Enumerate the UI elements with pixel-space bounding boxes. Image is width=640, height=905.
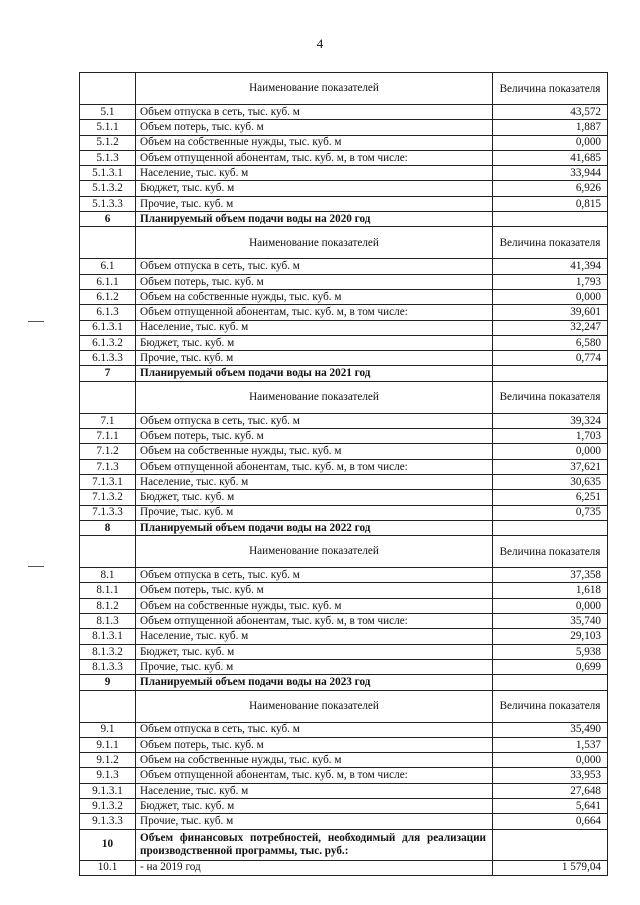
row-number: 7.1 bbox=[80, 413, 136, 428]
row-number: 9.1 bbox=[80, 722, 136, 737]
row-number: 6.1.3 bbox=[80, 305, 136, 320]
row-name: Объем потерь, тыс. куб. м bbox=[136, 120, 493, 135]
row-number: 6.1.3.3 bbox=[80, 351, 136, 366]
row-number: 5.1 bbox=[80, 105, 136, 120]
table-row bbox=[80, 814, 608, 829]
section-title-row bbox=[80, 520, 608, 535]
row-name: Объем отпущенной абонентам, тыс. куб. м, в том числе: bbox=[136, 150, 493, 165]
row-value: 43,572 bbox=[493, 105, 608, 120]
row-number: 8.1.2 bbox=[80, 598, 136, 613]
row-name: Прочие, тыс. куб. м bbox=[136, 351, 493, 366]
table-row bbox=[80, 459, 608, 474]
row-value: 0,000 bbox=[493, 753, 608, 768]
row-number: 9.1.1 bbox=[80, 737, 136, 752]
table-row bbox=[80, 320, 608, 335]
row-name: Объем отпущенной абонентам, тыс. куб. м, в том числе: bbox=[136, 614, 493, 629]
table-row bbox=[80, 351, 608, 366]
table-row bbox=[80, 289, 608, 304]
row-number: 7.1.3.3 bbox=[80, 505, 136, 520]
section-number: 8 bbox=[80, 520, 136, 535]
header-num-cell bbox=[80, 536, 136, 568]
row-name: Прочие, тыс. куб. м bbox=[136, 196, 493, 211]
page-number: 4 bbox=[316, 36, 324, 51]
row-number: 7.1.3 bbox=[80, 459, 136, 474]
table-row bbox=[80, 150, 608, 165]
table-row bbox=[80, 413, 608, 428]
row-number: 9.1.3.3 bbox=[80, 814, 136, 829]
section-title: Планируемый объем подачи воды на 2020 год bbox=[136, 212, 493, 227]
row-number: 8.1.3 bbox=[80, 614, 136, 629]
row-name: Объем отпущенной абонентам, тыс. куб. м, в том числе: bbox=[136, 768, 493, 783]
row-value: 1,793 bbox=[493, 274, 608, 289]
table-row bbox=[80, 305, 608, 320]
row-number: 10.1 bbox=[80, 860, 136, 875]
row-name: Объем на собственные нужды, тыс. куб. м bbox=[136, 289, 493, 304]
row-number: 5.1.2 bbox=[80, 135, 136, 150]
row-number: 6.1.2 bbox=[80, 289, 136, 304]
row-name: Население, тыс. куб. м bbox=[136, 166, 493, 181]
table-row bbox=[80, 753, 608, 768]
row-value: 0,000 bbox=[493, 598, 608, 613]
row-name: Прочие, тыс. куб. м bbox=[136, 814, 493, 829]
table-row bbox=[80, 644, 608, 659]
row-name: Объем отпуска в сеть, тыс. куб. м bbox=[136, 722, 493, 737]
row-name: Объем отпуска в сеть, тыс. куб. м bbox=[136, 568, 493, 583]
row-value: 0,000 bbox=[493, 135, 608, 150]
table-row bbox=[80, 335, 608, 350]
section-title: Планируемый объем подачи воды на 2021 год bbox=[136, 366, 493, 381]
header-value-cell: Величина показателя bbox=[493, 227, 608, 259]
header-name-cell: Наименование показателей bbox=[136, 73, 493, 105]
row-value: 41,685 bbox=[493, 150, 608, 165]
row-number: 6.1.3.1 bbox=[80, 320, 136, 335]
table-row bbox=[80, 614, 608, 629]
row-value: 29,103 bbox=[493, 629, 608, 644]
table-row bbox=[80, 474, 608, 489]
table-row bbox=[80, 568, 608, 583]
row-value: 1,537 bbox=[493, 737, 608, 752]
row-value: 6,251 bbox=[493, 490, 608, 505]
row-number: 6.1.1 bbox=[80, 274, 136, 289]
row-value: 32,247 bbox=[493, 320, 608, 335]
row-number: 7.1.3.1 bbox=[80, 474, 136, 489]
row-value: 5,938 bbox=[493, 644, 608, 659]
table-row bbox=[80, 274, 608, 289]
row-name: Бюджет, тыс. куб. м bbox=[136, 335, 493, 350]
row-number: 9.1.3 bbox=[80, 768, 136, 783]
row-value: 0,000 bbox=[493, 289, 608, 304]
table-row bbox=[80, 105, 608, 120]
row-value: 27,648 bbox=[493, 783, 608, 798]
section-title-row bbox=[80, 675, 608, 690]
header-value-cell: Величина показателя bbox=[493, 381, 608, 413]
table-row bbox=[80, 166, 608, 181]
row-value: 0,699 bbox=[493, 659, 608, 674]
row-value: 39,324 bbox=[493, 413, 608, 428]
header-value-cell: Величина показателя bbox=[493, 536, 608, 568]
row-number: 7.1.2 bbox=[80, 444, 136, 459]
margin-mark bbox=[28, 566, 44, 567]
section-number: 6 bbox=[80, 212, 136, 227]
table-row bbox=[80, 429, 608, 444]
row-value: 35,490 bbox=[493, 722, 608, 737]
row-number: 5.1.3.2 bbox=[80, 181, 136, 196]
header-num-cell bbox=[80, 227, 136, 259]
table-row bbox=[80, 135, 608, 150]
row-name: Население, тыс. куб. м bbox=[136, 629, 493, 644]
table-row bbox=[80, 737, 608, 752]
header-name-cell: Наименование показателей bbox=[136, 536, 493, 568]
table-row bbox=[80, 598, 608, 613]
section-number: 9 bbox=[80, 675, 136, 690]
row-name: Объем потерь, тыс. куб. м bbox=[136, 274, 493, 289]
row-number: 8.1.1 bbox=[80, 583, 136, 598]
row-value: 35,740 bbox=[493, 614, 608, 629]
row-name: Объем отпущенной абонентам, тыс. куб. м, в том числе: bbox=[136, 305, 493, 320]
section-title-row bbox=[80, 366, 608, 381]
row-value: 6,926 bbox=[493, 181, 608, 196]
table-row bbox=[80, 783, 608, 798]
row-name: Объем отпуска в сеть, тыс. куб. м bbox=[136, 259, 493, 274]
table-row bbox=[80, 120, 608, 135]
table-header-row bbox=[80, 73, 608, 105]
row-name: Объем на собственные нужды, тыс. куб. м bbox=[136, 753, 493, 768]
row-number: 9.1.2 bbox=[80, 753, 136, 768]
section-title-row bbox=[80, 829, 608, 860]
section-value-cell bbox=[493, 366, 608, 381]
header-value-cell: Величина показателя bbox=[493, 690, 608, 722]
row-name: Объем на собственные нужды, тыс. куб. м bbox=[136, 598, 493, 613]
row-name: Объем потерь, тыс. куб. м bbox=[136, 583, 493, 598]
row-value: 0,735 bbox=[493, 505, 608, 520]
header-value-cell: Величина показателя bbox=[493, 73, 608, 105]
row-name: Бюджет, тыс. куб. м bbox=[136, 798, 493, 813]
row-value: 39,601 bbox=[493, 305, 608, 320]
table-row bbox=[80, 768, 608, 783]
row-name: Объем потерь, тыс. куб. м bbox=[136, 737, 493, 752]
row-value: 6,580 bbox=[493, 335, 608, 350]
table-row bbox=[80, 629, 608, 644]
table-header-row bbox=[80, 227, 608, 259]
row-value: 0,000 bbox=[493, 444, 608, 459]
row-value: 1,703 bbox=[493, 429, 608, 444]
row-name: Объем потерь, тыс. куб. м bbox=[136, 429, 493, 444]
table-row bbox=[80, 490, 608, 505]
row-number: 8.1 bbox=[80, 568, 136, 583]
header-name-cell: Наименование показателей bbox=[136, 381, 493, 413]
row-value: 37,358 bbox=[493, 568, 608, 583]
row-name: Население, тыс. куб. м bbox=[136, 474, 493, 489]
section-value-cell bbox=[493, 675, 608, 690]
row-value: 5,641 bbox=[493, 798, 608, 813]
row-name: Объем на собственные нужды, тыс. куб. м bbox=[136, 444, 493, 459]
row-value: 0,664 bbox=[493, 814, 608, 829]
row-number: 5.1.3.3 bbox=[80, 196, 136, 211]
row-value: 0,774 bbox=[493, 351, 608, 366]
section-number: 10 bbox=[80, 829, 136, 860]
row-name: - на 2019 год bbox=[136, 860, 493, 875]
row-number: 6.1.3.2 bbox=[80, 335, 136, 350]
row-name: Бюджет, тыс. куб. м bbox=[136, 490, 493, 505]
row-name: Прочие, тыс. куб. м bbox=[136, 505, 493, 520]
table-row bbox=[80, 444, 608, 459]
row-name: Объем отпущенной абонентам, тыс. куб. м, в том числе: bbox=[136, 459, 493, 474]
header-num-cell bbox=[80, 690, 136, 722]
row-value: 33,944 bbox=[493, 166, 608, 181]
row-name: Население, тыс. куб. м bbox=[136, 783, 493, 798]
indicators-table-body bbox=[80, 73, 608, 876]
table-row bbox=[80, 860, 608, 875]
table-header-row bbox=[80, 690, 608, 722]
section-title: Планируемый объем подачи воды на 2022 год bbox=[136, 520, 493, 535]
row-value: 1 579,04 bbox=[493, 860, 608, 875]
row-number: 5.1.1 bbox=[80, 120, 136, 135]
row-value: 1,887 bbox=[493, 120, 608, 135]
table-header-row bbox=[80, 536, 608, 568]
margin-mark bbox=[28, 321, 44, 322]
table-row bbox=[80, 722, 608, 737]
row-name: Прочие, тыс. куб. м bbox=[136, 659, 493, 674]
table-header-row bbox=[80, 381, 608, 413]
row-value: 37,621 bbox=[493, 459, 608, 474]
row-number: 5.1.3.1 bbox=[80, 166, 136, 181]
header-num-cell bbox=[80, 73, 136, 105]
table-row bbox=[80, 659, 608, 674]
row-name: Население, тыс. куб. м bbox=[136, 320, 493, 335]
section-value-cell bbox=[493, 520, 608, 535]
row-number: 6.1 bbox=[80, 259, 136, 274]
table-row bbox=[80, 259, 608, 274]
row-number: 7.1.3.2 bbox=[80, 490, 136, 505]
header-name-cell: Наименование показателей bbox=[136, 227, 493, 259]
table-row bbox=[80, 181, 608, 196]
indicators-table bbox=[79, 72, 608, 876]
section-value-cell bbox=[493, 829, 608, 860]
row-value: 41,394 bbox=[493, 259, 608, 274]
section-title: Планируемый объем подачи воды на 2023 год bbox=[136, 675, 493, 690]
row-name: Объем отпуска в сеть, тыс. куб. м bbox=[136, 413, 493, 428]
section-title-row bbox=[80, 212, 608, 227]
section-title: Объем финансовых потребностей, необходимый для реализации производственной программы, тыс. руб.: bbox=[136, 829, 493, 860]
row-name: Бюджет, тыс. куб. м bbox=[136, 644, 493, 659]
table-row bbox=[80, 583, 608, 598]
row-number: 8.1.3.1 bbox=[80, 629, 136, 644]
row-number: 9.1.3.2 bbox=[80, 798, 136, 813]
row-number: 8.1.3.3 bbox=[80, 659, 136, 674]
row-number: 8.1.3.2 bbox=[80, 644, 136, 659]
row-value: 0,815 bbox=[493, 196, 608, 211]
row-name: Бюджет, тыс. куб. м bbox=[136, 181, 493, 196]
header-num-cell bbox=[80, 381, 136, 413]
header-name-cell: Наименование показателей bbox=[136, 690, 493, 722]
row-value: 1,618 bbox=[493, 583, 608, 598]
row-value: 33,953 bbox=[493, 768, 608, 783]
table-row bbox=[80, 196, 608, 211]
row-number: 7.1.1 bbox=[80, 429, 136, 444]
row-number: 9.1.3.1 bbox=[80, 783, 136, 798]
table-row bbox=[80, 505, 608, 520]
section-value-cell bbox=[493, 212, 608, 227]
row-name: Объем отпуска в сеть, тыс. куб. м bbox=[136, 105, 493, 120]
table-row bbox=[80, 798, 608, 813]
section-number: 7 bbox=[80, 366, 136, 381]
row-name: Объем на собственные нужды, тыс. куб. м bbox=[136, 135, 493, 150]
row-number: 5.1.3 bbox=[80, 150, 136, 165]
row-value: 30,635 bbox=[493, 474, 608, 489]
